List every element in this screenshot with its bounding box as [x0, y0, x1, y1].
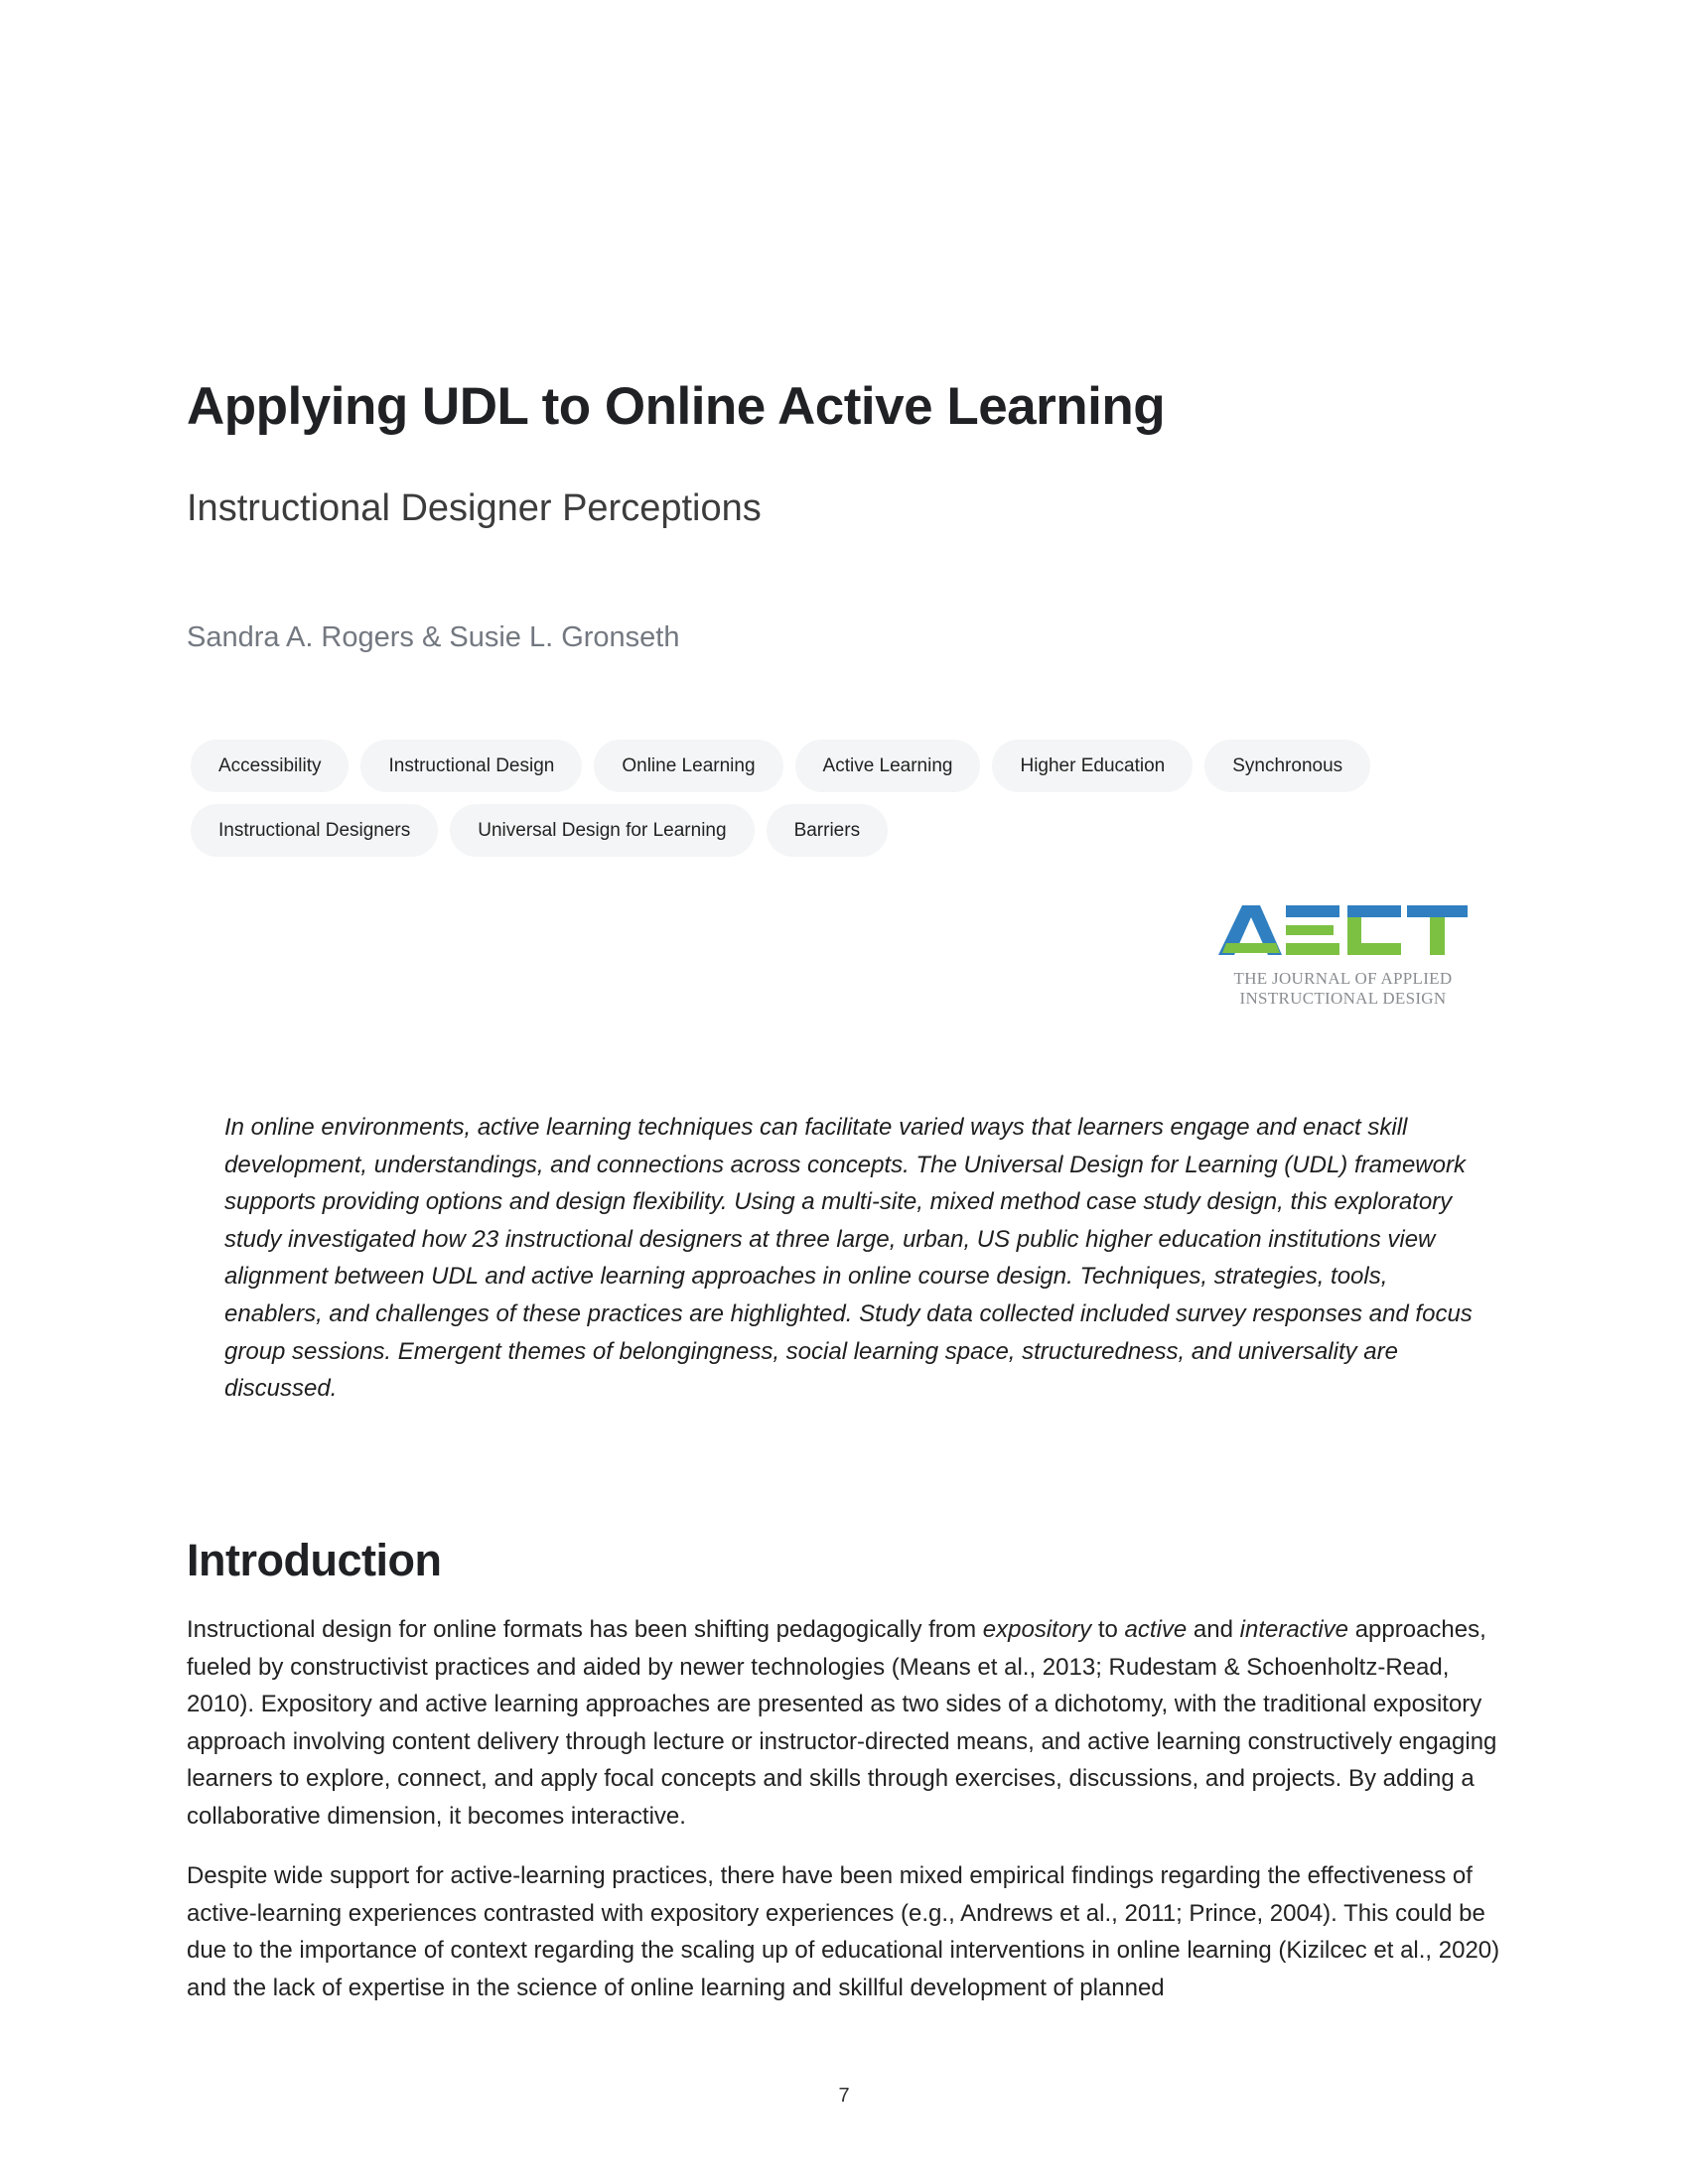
article-subtitle: Instructional Designer Perceptions	[187, 487, 762, 529]
keyword-tag-barriers[interactable]: Barriers	[767, 804, 889, 857]
aect-journal-logo	[1216, 903, 1470, 1009]
keyword-tag-instructional-design[interactable]: Instructional Design	[360, 740, 582, 792]
keyword-tag-universal-design-for-learning[interactable]: Universal Design for Learning	[450, 804, 754, 857]
introduction-paragraph-1	[187, 1611, 1507, 1836]
page-number: 7	[838, 2085, 850, 2107]
emphasis-active: active	[1124, 1616, 1188, 1643]
keyword-tags	[191, 740, 1481, 857]
text-span: and	[1187, 1616, 1240, 1643]
author-list: Sandra A. Rogers & Susie L. Gronseth	[187, 621, 680, 653]
text-span: Instructional design for online formats has been shifting pedagogically from	[187, 1616, 983, 1643]
text-span: to	[1091, 1616, 1125, 1643]
logo-text-line-1: THE JOURNAL OF APPLIED	[1233, 969, 1453, 988]
keyword-tag-higher-education[interactable]: Higher Education	[992, 740, 1193, 792]
keyword-tag-active-learning[interactable]: Active Learning	[795, 740, 981, 792]
section-heading-introduction: Introduction	[187, 1535, 442, 1585]
emphasis-expository: expository	[982, 1616, 1092, 1643]
keyword-tag-instructional-designers[interactable]: Instructional Designers	[191, 804, 438, 857]
emphasis-interactive: interactive	[1239, 1616, 1349, 1643]
abstract: In online environments, active learning techniques can facilitate varied ways that learners engage and enact skill development, understandings, and connections across concepts. The Universal Design for Learning (UDL) framework supports providing options and design flexibility. Using a multi-site, mixed method case study design, this exploratory study investigated how 23 instructional designers at three large, urban, US public higher education institutions view alignment between UDL and active learning approaches in online course design. Techniques, strategies, tools, enablers, and challenges of these practices are highlighted. Study data collected included survey responses and focus group sessions. Emergent themes of belongingness, social learning space, structuredness, and universality are discussed.	[224, 1114, 1473, 1403]
introduction-paragraph-2: Despite wide support for active-learning practices, there have been mixed empirical findings regarding the effectiveness of active-learning experiences contrasted with expository experiences (e.g., Andrews et al., 2011; Prince, 2004). This could be due to the importance of context regarding the scaling up of educational interventions in online learning (Kizilcec et al., 2020) and the lack of expertise in the science of online learning and skillful development of planned	[187, 1862, 1500, 2001]
text-span: approaches, fueled by constructivist practices and aided by newer technologies (Means et al., 2013; Rudestam & Schoenholtz-Read, 2010). Expository and active learning approaches are presented as two sides of a dichotomy, with the traditional expository approach involving content delivery through lecture or instructor-directed means, and active learning constructively engaging learners to explore, connect, and apply focal concepts and skills through exercises, discussions, and projects. By adding a collaborative dimension, it becomes interactive.	[187, 1616, 1497, 1830]
keyword-tag-online-learning[interactable]: Online Learning	[594, 740, 782, 792]
logo-text-line-2: INSTRUCTIONAL DESIGN	[1239, 989, 1447, 1008]
keyword-tag-accessibility[interactable]: Accessibility	[191, 740, 349, 792]
keyword-tag-synchronous[interactable]: Synchronous	[1204, 740, 1370, 792]
aect-wordmark-icon	[1216, 903, 1470, 963]
article-title: Applying UDL to Online Active Learning	[187, 377, 1166, 436]
